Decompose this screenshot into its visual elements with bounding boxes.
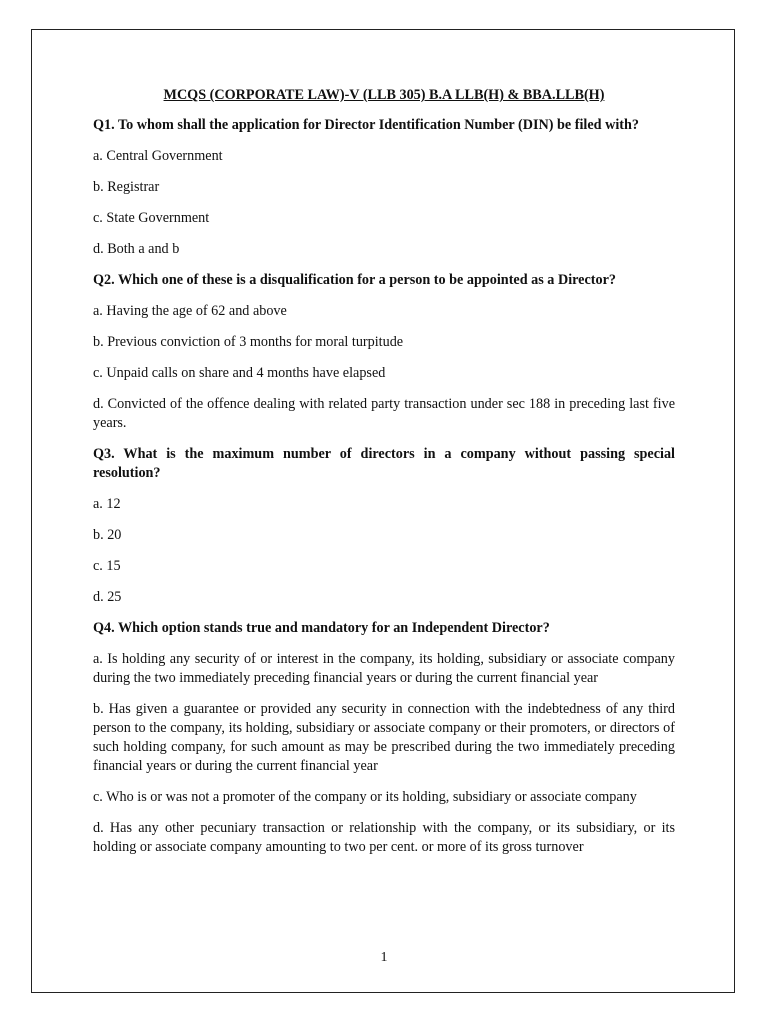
document-body xyxy=(93,86,675,869)
question-text: Q4. Which option stands true and mandatory for an Independent Director? xyxy=(93,620,550,636)
question-text: Q2. Which one of these is a disqualification for a person to be appointed as a Director? xyxy=(93,272,616,288)
option-b: b. Previous conviction of 3 months for moral turpitude xyxy=(93,334,404,350)
option-c: c. State Government xyxy=(93,210,210,226)
document-title: MCQS (CORPORATE LAW)-V (LLB 305) B.A LLB(H) & BBA.LLB(H) xyxy=(163,87,605,103)
option-d: d. Convicted of the offence dealing with related party transaction under sec 188 in preceding last five years. xyxy=(93,396,675,431)
option-c: c. 15 xyxy=(93,558,121,574)
option-b: b. Registrar xyxy=(93,179,160,195)
option-d: d. Both a and b xyxy=(93,241,180,257)
option-c: c. Unpaid calls on share and 4 months have elapsed xyxy=(93,365,386,381)
question-block-4 xyxy=(93,619,675,857)
option-a: a. Central Government xyxy=(93,148,223,164)
option-a: a. Having the age of 62 and above xyxy=(93,303,287,319)
option-d: d. 25 xyxy=(93,589,122,605)
option-b: b. 20 xyxy=(93,527,122,543)
question-block-3 xyxy=(93,445,675,607)
option-a: a. Is holding any security of or interest in the company, its holding, subsidiary or associate company during the two immediately preceding financial years or during the current financial year xyxy=(93,651,675,686)
option-b: b. Has given a guarantee or provided any security in connection with the indebtedness of any third person to the company, its holding, subsidiary or associate company or their promoters, or directors of such holding company, for such amount as may be prescribed during the two immediately preceding financial years or during the current financial year xyxy=(93,701,675,774)
option-c: c. Who is or was not a promoter of the company or its holding, subsidiary or associate company xyxy=(93,789,637,805)
option-a: a. 12 xyxy=(93,496,121,512)
option-d: d. Has any other pecuniary transaction or relationship with the company, or its subsidiary, or its holding or associate company amounting to two per cent. or more of its gross turnover xyxy=(93,820,675,855)
question-block-2 xyxy=(93,271,675,433)
question-block-1 xyxy=(93,116,675,259)
question-text: Q3. What is the maximum number of directors in a company without passing special resolution? xyxy=(93,446,675,481)
page-number: 1 xyxy=(380,950,388,965)
question-text: Q1. To whom shall the application for Director Identification Number (DIN) be filed with? xyxy=(93,117,639,133)
